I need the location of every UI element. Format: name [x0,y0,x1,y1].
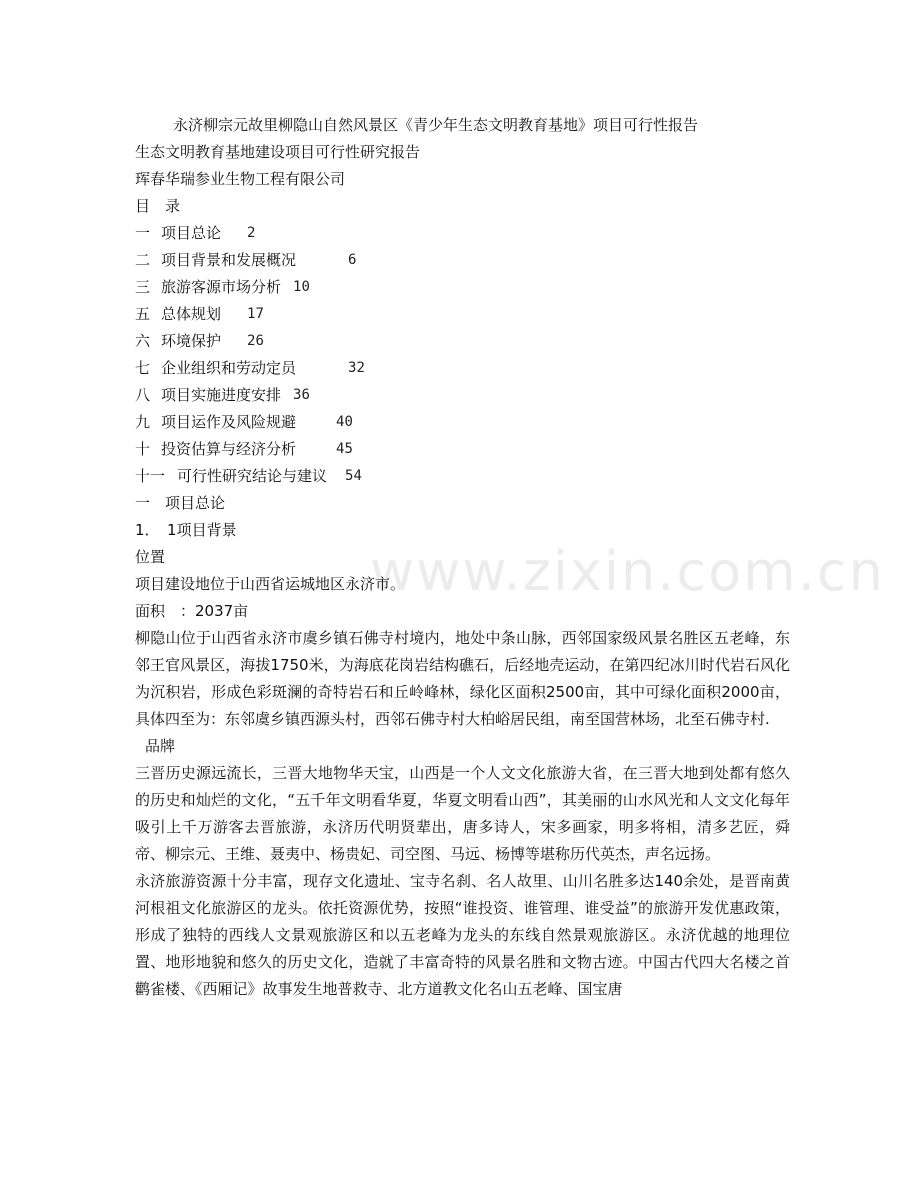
toc-item[interactable] [135,301,790,328]
toc-item-page: 17 [247,306,264,322]
toc-item-number: 九 [135,413,151,431]
toc-item-page: 36 [293,387,310,403]
brand-paragraph: 永济旅游资源十分丰富，现存文化遗址、宝寺名刹、名人故里、山川名胜多达140余处，是晋南黄河根祖文化旅游区的龙头。依托资源优势，按照“谁投资、谁管理、谁受益”的旅游开发优惠政策，形成了独特的西线人文景观旅游区和以五老峰为龙头的东线自然景观旅游区。永济优越的地理位置、地形地貌和悠久的历史文化，造就了丰富奇特的风景名胜和文物古迹。中国古代四大名楼之首鹳雀楼、《西厢记》故事发生地普救寺、北方道教文化名山五老峰、国宝唐 [135,872,790,998]
toc-item-label: 项目实施进度安排 [161,386,282,404]
location-text: 项目建设地位于山西省运城地区永济市。 [135,575,406,593]
toc-item-number: 二 [135,251,151,269]
toc-item-label: 项目运作及风险规避 [161,413,297,431]
toc-item[interactable] [135,463,790,490]
toc-item-number: 十一 [135,467,166,485]
toc-item[interactable] [135,274,790,301]
sub-heading: 1． 1项目背景 [135,521,237,539]
toc-item-page: 40 [336,414,353,430]
toc-item[interactable] [135,328,790,355]
toc-item-number: 三 [135,278,151,296]
toc-item[interactable] [135,220,790,247]
toc-item-number: 一 [135,224,151,242]
watermark: www.zixin.com.cn [370,540,885,603]
toc-item[interactable] [135,409,790,436]
toc-item-number: 八 [135,386,151,404]
document-page [135,112,790,1003]
toc-item-page: 32 [348,360,365,376]
toc-item[interactable] [135,355,790,382]
toc-item-page: 10 [293,279,310,295]
toc-item-label: 企业组织和劳动定员 [161,359,297,377]
area-description: 柳隐山位于山西省永济市虞乡镇石佛寺村境内，地处中条山脉，西邻国家级风景名胜区五老峰，东邻王官风景区，海拔1750米，为海底花岗岩结构礁石，后经地壳运动，在第四纪冰川时代岩石风化为沉积岩，形成色彩斑澜的奇特岩石和丘岭峰林，绿化区面积2500亩，其中可绿化面积2000亩，具体四至为：东邻虞乡镇西源头村，西邻石佛寺村大柏峪居民组，南至国营林场，北至石佛寺村. [135,629,790,728]
toc-item-label: 投资估算与经济分析 [161,440,297,458]
toc-item-page: 26 [247,333,264,349]
document-title: 永济柳宗元故里柳隐山自然风景区《青少年生态文明教育基地》项目可行性报告 [173,116,699,134]
toc-item-label: 可行性研究结论与建议 [177,467,328,485]
toc-item[interactable] [135,436,790,463]
brand-heading: 品牌 [145,737,176,755]
toc-item-number: 六 [135,332,151,350]
toc-item-label: 旅游客源市场分析 [161,278,282,296]
area-text: 面积 ：2037亩 [135,602,249,620]
brand-paragraph: 三晋历史源远流长，三晋大地物华天宝，山西是一个人文文化旅游大省，在三晋大地到处都有悠久的历史和灿烂的文化，“五千年文明看华夏，华夏文明看山西”，其美丽的山水风光和人文文化每年吸引上千万游客去晋旅游，永济历代明贤辈出，唐多诗人，宋多画家，明多将相，清多艺匠，舜帝、柳宗元、王维、聂夷中、杨贵妃、司空图、马远、杨博等堪称历代英杰，声名远扬。 [135,764,790,863]
toc-item-page: 54 [345,468,362,484]
toc-item-label: 总体规划 [161,305,222,323]
toc-item-page: 6 [348,252,357,268]
toc-item-label: 环境保护 [161,332,222,350]
toc-item-label: 项目总论 [161,224,222,242]
toc-item-label: 项目背景和发展概况 [161,251,297,269]
location-heading: 位置 [135,548,166,566]
toc-item-number: 七 [135,359,151,377]
toc-item[interactable] [135,382,790,409]
toc-item[interactable] [135,247,790,274]
table-of-contents [135,220,790,490]
company-name: 珲春华瑞参业生物工程有限公司 [135,170,346,188]
toc-item-page: 2 [247,225,256,241]
toc-item-number: 十 [135,440,151,458]
toc-item-number: 五 [135,305,151,323]
section-heading: 一 项目总论 [135,494,226,512]
document-subtitle: 生态文明教育基地建设项目可行性研究报告 [135,143,421,161]
toc-heading: 目 录 [135,197,181,215]
toc-item-page: 45 [336,441,353,457]
